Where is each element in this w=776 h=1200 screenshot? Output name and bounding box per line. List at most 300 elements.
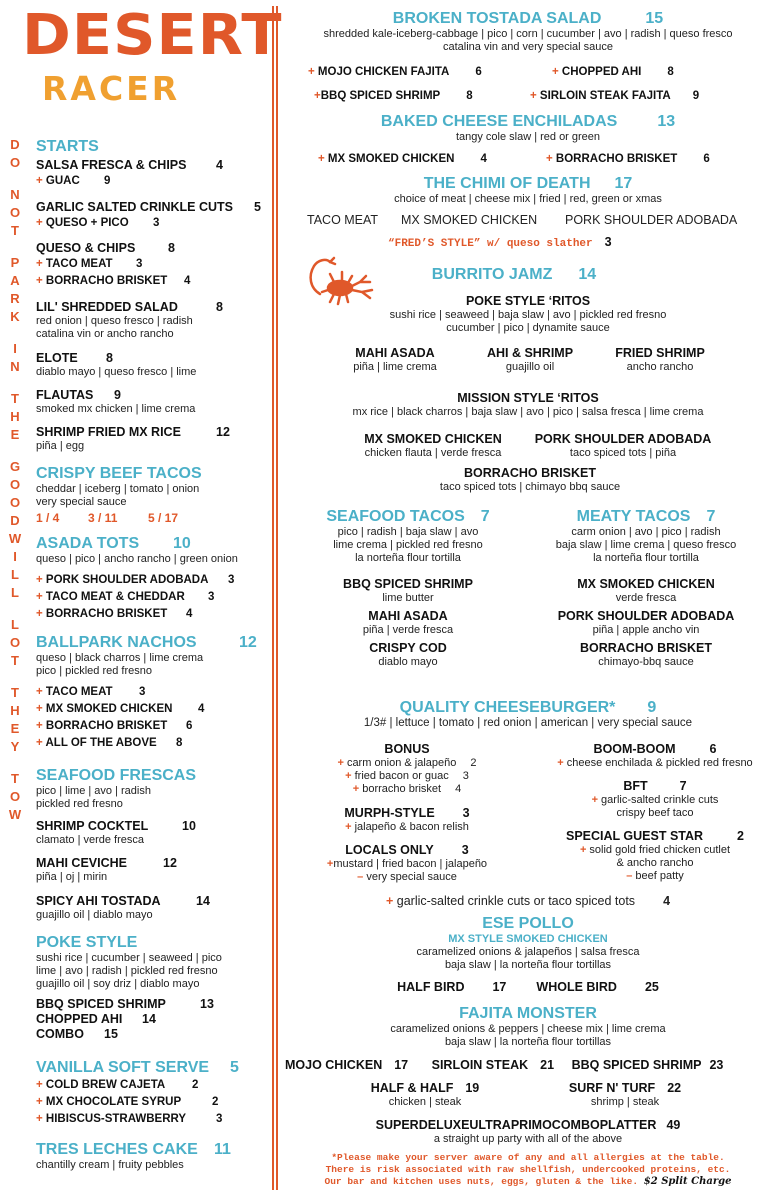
section-title: ESE POLLO — [482, 915, 574, 932]
section-desc: chantilly cream | fruity pebbles — [36, 1159, 184, 1171]
item-salad — [36, 300, 266, 341]
addon-price: 4 — [480, 153, 487, 165]
addon-price: 6 — [475, 66, 482, 78]
section-title: SEAFOOD TACOS — [326, 508, 465, 525]
addon-name: TACO MEAT & CHEDDAR — [45, 591, 185, 603]
item-desc: catalina vin or ancho rancho — [36, 328, 174, 340]
item-price: 12 — [216, 425, 230, 439]
item-name: MAHI ASADA — [368, 609, 448, 623]
item-desc: very special sauce — [366, 871, 457, 883]
section-desc: lime | avo | radish | pickled red fresno — [36, 965, 218, 977]
item-price: 3 — [462, 806, 470, 820]
addon-price: 4 — [184, 275, 191, 287]
section-title: VANILLA SOFT SERVE — [36, 1059, 210, 1076]
item-name: SPICY AHI TOSTADA — [36, 894, 161, 908]
item-name: SPECIAL GUEST STAR — [565, 829, 704, 843]
vertical-letter: L — [11, 585, 19, 600]
section-title: BAKED CHEESE ENCHILADAS — [380, 113, 618, 130]
item-name: BBQ SPICED SHRIMP — [36, 997, 166, 1011]
section-meaty-tacos — [528, 508, 764, 669]
section-fajita-monster — [290, 1005, 766, 1049]
subsection-title: MISSION STYLE ‘RITOS — [457, 391, 599, 405]
item-name: GARLIC SALTED CRINKLE CUTS — [36, 200, 233, 214]
item-price: 15 — [104, 1027, 118, 1041]
addon-name: MOJO CHICKEN FAJITA — [317, 66, 450, 78]
addon-price: 2 — [470, 757, 477, 769]
addon: + CHOPPED AHI 8 — [552, 66, 674, 78]
section-vanilla: VANILLA SOFT SERVE 5 + COLD BREW CAJETA 2 + MX CHOCOLATE SYRUP 2 + HIBISCUS-STRAWBERRY 3 — [36, 1059, 266, 1128]
vertical-letter: E — [10, 427, 20, 442]
vertical-letter: O — [9, 477, 21, 492]
section-seafood-frescas — [36, 767, 266, 811]
section-desc: baja slaw | lime crema | queso fresco — [555, 539, 737, 551]
fajita-item — [340, 1081, 510, 1109]
item-name: LIL' SHREDDED SALAD — [36, 300, 178, 314]
item-desc: taco spiced tots | chimayo bbq sauce — [439, 481, 621, 493]
burrito-item — [528, 432, 718, 460]
item-desc: piña | lime crema — [353, 361, 437, 373]
addon-name: ALL OF THE ABOVE — [45, 737, 157, 749]
addon-name: BORRACHO BRISKET — [45, 275, 168, 287]
subsection-title: POKE STYLE ‘RITOS — [465, 294, 591, 308]
addon-name: BORRACHO BRISKET — [45, 608, 168, 620]
vertical-letter: L — [11, 617, 19, 632]
mission-ritos — [290, 391, 766, 419]
section-desc: queso | black charros | lime crema — [36, 652, 204, 664]
item-name: MAHI CEVICHE — [36, 856, 127, 870]
vertical-letter: G — [9, 459, 21, 474]
burger-side: + garlic-salted crinkle cuts or taco spiced tots 4 — [385, 894, 671, 908]
section-title: MEATY TACOS — [576, 508, 691, 525]
addon-price: 9 — [104, 175, 111, 187]
item-desc: diablo mayo | queso fresco | lime — [36, 366, 197, 378]
section-price: 15 — [645, 10, 664, 27]
item-price: 21 — [540, 1058, 555, 1072]
addon: + MOJO CHICKEN FAJITA 6 — [308, 66, 482, 78]
addon-name: HIBISCUS-STRAWBERRY — [45, 1113, 187, 1125]
item-flautas — [36, 388, 266, 416]
addon-name: fried bacon or guac — [354, 770, 449, 782]
item-price: 25 — [644, 980, 659, 994]
section-tres-leches — [36, 1141, 266, 1172]
section-title: THE CHIMI OF DEATH — [423, 175, 591, 192]
item-desc: garlic-salted crinkle cuts — [601, 794, 719, 806]
vertical-letter: T — [11, 685, 19, 700]
section-desc: carm onion | avo | pico | radish — [571, 526, 721, 538]
addon: + BORRACHO BRISKET 6 — [546, 153, 710, 165]
vertical-letter: P — [10, 255, 20, 270]
item-price: 22 — [667, 1081, 682, 1095]
item-price: 2 — [737, 829, 744, 843]
item-name: ELOTE — [36, 351, 78, 365]
item-price: 17 — [492, 980, 507, 994]
vertical-letter: N — [10, 359, 20, 374]
section-desc: sushi rice | cucumber | seaweed | pico — [36, 952, 222, 964]
addon-name: CHOPPED AHI — [561, 66, 642, 78]
item-desc: beef patty — [635, 870, 684, 882]
item-name: AHI & SHRIMP — [486, 346, 574, 360]
item-desc: chimayo-bbq sauce — [598, 656, 694, 668]
burrito-item — [390, 466, 670, 494]
subsection-desc: mx rice | black charros | baja slaw | avo | pico | salsa fresca | lime crema — [352, 406, 704, 418]
vertical-letter: T — [11, 391, 19, 406]
section-poke-style — [36, 934, 266, 1042]
addon-price: 3 — [139, 686, 146, 698]
vertical-letter: T — [11, 653, 19, 668]
item-desc: lime butter — [382, 592, 434, 604]
item-name: MX SMOKED CHICKEN — [364, 432, 502, 446]
section-chimi — [290, 175, 766, 206]
item-name: SHRIMP FRIED MX RICE — [36, 425, 181, 439]
item-name: QUESO & CHIPS — [36, 241, 136, 255]
section-title: BALLPARK NACHOS — [36, 634, 197, 651]
logo-racer: RACER — [42, 69, 181, 108]
meat-option: TACO MEAT — [307, 213, 379, 227]
section-nachos: BALLPARK NACHOS 12 queso | black charros | lime crema pico | pickled red fresno + TACO MEAT 3 + MX SMOKED CHICKEN 4 + BORRACHO BRISKET 6 + ALL OF THE ABOVE 8 — [36, 634, 266, 752]
addon: + SIRLOIN STEAK FAJITA 9 — [530, 90, 700, 102]
section-burrito — [360, 266, 668, 284]
section-seafood-tacos — [296, 508, 520, 669]
item-desc: taco spiced tots | piña — [569, 447, 677, 459]
vertical-letter: O — [9, 789, 21, 804]
section-desc: cheddar | iceberg | tomato | onion — [36, 483, 200, 495]
vertical-letter: H — [10, 703, 20, 718]
item-desc: piña | apple ancho vin — [592, 624, 700, 636]
addon-name: BORRACHO BRISKET — [45, 720, 168, 732]
item-desc: chicken flauta | verde fresca — [364, 447, 502, 459]
item-ceviche — [36, 856, 266, 884]
addon-price: 6 — [703, 153, 710, 165]
addon-price: 6 — [186, 720, 193, 732]
section-price: 17 — [614, 175, 633, 192]
item-price: 6 — [709, 742, 717, 756]
item-desc: solid gold fried chicken cutlet — [589, 844, 731, 856]
addon-price: 3 — [153, 217, 160, 229]
item-price: 19 — [465, 1081, 480, 1095]
item-price: 8 — [168, 241, 175, 255]
item-garlic: GARLIC SALTED CRINKLE CUTS 5 + QUESO + PICO 3 — [36, 200, 266, 232]
item-price: 8 — [216, 300, 223, 314]
section-subtitle: MX STYLE SMOKED CHICKEN — [448, 933, 608, 945]
item-name: BORRACHO BRISKET — [580, 641, 712, 655]
section-title: BROKEN TOSTADA SALAD — [392, 10, 602, 27]
section-price: 14 — [578, 266, 597, 283]
item-name: PORK SHOULDER ADOBADA — [534, 432, 712, 446]
vertical-letter: I — [13, 341, 17, 356]
meat-option: MX SMOKED CHICKEN — [401, 213, 538, 227]
addon-name: MX SMOKED CHICKEN — [327, 153, 455, 165]
vertical-letter: Y — [10, 739, 20, 754]
note-line: Our bar and kitchen uses nuts, eggs, gluten & the like. — [324, 1176, 639, 1187]
section-desc: caramelized onions & jalapeños | salsa fresca — [416, 946, 640, 958]
fajita-item — [290, 1118, 766, 1146]
section-cheeseburger — [290, 699, 766, 730]
vertical-letter: E — [10, 721, 20, 736]
section-desc: choice of meat | cheese mix | fried | red, green or xmas — [394, 193, 662, 205]
section-price: 11 — [214, 1141, 231, 1158]
item-desc: clamato | verde fresca — [36, 834, 145, 846]
section-enchiladas — [290, 113, 766, 144]
freds-style-label: “FRED’S STYLE” w/ queso slather — [388, 238, 593, 250]
item-name: HALF BIRD — [397, 980, 465, 994]
item-desc: piña | egg — [36, 440, 85, 452]
item-desc: & ancho rancho — [616, 857, 694, 869]
item-name: PORK SHOULDER ADOBADA — [557, 609, 735, 623]
vertical-letter: O — [9, 155, 21, 170]
item-name: SURF N' TURF — [568, 1081, 656, 1095]
addon-price: 2 — [212, 1096, 219, 1108]
item-desc: diablo mayo — [378, 656, 438, 668]
item-price: 14 — [196, 894, 210, 908]
addon-price: 8 — [667, 66, 674, 78]
section-ese-pollo — [290, 915, 766, 995]
section-starts — [36, 138, 266, 156]
vertical-letter: R — [10, 291, 20, 306]
addon-price: 8 — [466, 90, 473, 102]
item-name: BONUS — [384, 742, 430, 756]
section-desc: lime crema | pickled red fresno — [333, 539, 483, 551]
addon-price: 4 — [186, 608, 193, 620]
price-option: 3 / 11 — [88, 511, 118, 525]
section-title: BURRITO JAMZ — [431, 266, 553, 283]
item-name: BFT — [623, 779, 648, 793]
addon: + MX SMOKED CHICKEN 4 — [318, 153, 487, 165]
item-desc: mustard | fried bacon | jalapeño — [333, 858, 488, 870]
vertical-letter: T — [11, 771, 19, 786]
vertical-letter: L — [11, 567, 19, 582]
addon-name: TACO MEAT — [45, 686, 113, 698]
section-price: 5 — [230, 1059, 239, 1076]
section-title: SEAFOOD FRESCAS — [36, 767, 197, 784]
vertical-letter: T — [11, 223, 19, 238]
addon-name: QUESO + PICO — [45, 217, 129, 229]
vertical-letter: W — [8, 531, 22, 546]
section-title: POKE STYLE — [36, 934, 138, 951]
item-ahi-tostada — [36, 894, 266, 922]
item-price: 5 — [254, 200, 261, 214]
item-desc: piña | verde fresca — [362, 624, 454, 636]
vertical-letter: D — [10, 137, 20, 152]
section-desc: baja slaw | la norteña flour tortillas — [444, 1036, 612, 1048]
addon-name: TACO MEAT — [45, 258, 113, 270]
item-name: BBQ SPICED SHRIMP — [343, 577, 473, 591]
item-desc: guajillo oil — [505, 361, 555, 373]
addon-price: 8 — [176, 737, 183, 749]
item-desc: verde fresca — [615, 592, 677, 604]
item-price: 4 — [216, 158, 223, 172]
item-desc: shrimp | steak — [590, 1096, 660, 1108]
section-desc: caramelized onions & peppers | cheese mix | lime crema — [390, 1023, 666, 1035]
burrito-item — [350, 432, 516, 460]
vertical-letter: K — [10, 309, 20, 324]
section-crispy-tacos — [36, 465, 266, 527]
freds-style-price: 3 — [604, 235, 612, 249]
addon-name: COLD BREW CAJETA — [45, 1079, 166, 1091]
addon-name: garlic-salted crinkle cuts or taco spiced tots — [396, 894, 636, 908]
item-name: COMBO — [36, 1027, 84, 1041]
vertical-letter: D — [10, 513, 20, 528]
item-name: SHRIMP COCKTEL — [36, 819, 149, 833]
addon-name: PORK SHOULDER ADOBADA — [45, 574, 209, 586]
subsection-desc: cucumber | pico | dynamite sauce — [446, 322, 610, 334]
column-divider — [272, 6, 278, 1190]
section-desc: pico | lime | avo | radish — [36, 785, 151, 797]
addon-price: 9 — [692, 90, 700, 102]
addon-price: 3 — [208, 591, 215, 603]
section-price: 7 — [480, 508, 490, 525]
item-name: MAHI ASADA — [355, 346, 435, 360]
burrito-item — [465, 346, 595, 374]
addon-price: 3 — [228, 574, 235, 586]
logo-desert: DESERT — [22, 3, 283, 68]
allergy-notes — [290, 1152, 766, 1188]
item-desc: piña | oj | mirin — [36, 871, 108, 883]
section-title: ASADA TOTS — [36, 535, 140, 552]
item-desc: ancho rancho — [626, 361, 694, 373]
item-desc: smoked mx chicken | lime crema — [36, 403, 196, 415]
item-price: 10 — [182, 819, 196, 833]
burger-bonus: BONUS + carm onion & jalapeño 2 + fried bacon or guac 3 + borracho brisket 4 — [300, 742, 514, 796]
note-line: There is risk associated with raw shellfish, undercooked proteins, etc. — [325, 1164, 731, 1175]
addon-name: carm onion & jalapeño — [346, 757, 457, 769]
item-price: 49 — [666, 1118, 681, 1132]
section-desc: 1/3# | lettuce | tomato | red onion | american | very special sauce — [363, 717, 693, 729]
item-desc: a straight up party with all of the above — [433, 1133, 623, 1145]
item-price: 9 — [114, 388, 121, 402]
item-desc: guajillo oil | diablo mayo — [36, 909, 153, 921]
section-desc: pico | radish | baja slaw | avo — [337, 526, 479, 538]
addon-price: 3 — [462, 770, 469, 782]
section-price: 10 — [173, 535, 191, 552]
item-price: 23 — [709, 1058, 724, 1072]
addon-price: 3 — [216, 1113, 223, 1125]
item-name: SALSA FRESCA & CHIPS — [36, 158, 187, 172]
item-rice — [36, 425, 266, 453]
vertical-letter: I — [13, 549, 17, 564]
addon-name: MX SMOKED CHICKEN — [45, 703, 173, 715]
section-title: TRES LECHES CAKE — [36, 1141, 198, 1158]
addon-name: BBQ SPICED SHRIMP — [320, 90, 441, 102]
item-name: WHOLE BIRD — [536, 980, 617, 994]
item-cocktel — [36, 819, 266, 847]
burger-boom: BOOM-BOOM 6 + cheese enchilada & pickled red fresno — [557, 742, 753, 769]
item-price: 12 — [163, 856, 177, 870]
vertical-letter: W — [8, 807, 22, 822]
note-line: *Please make your server aware of any and all allergies at the table. — [331, 1152, 725, 1163]
item-price: 17 — [394, 1058, 409, 1072]
item-price: 8 — [106, 351, 113, 365]
item-desc: cheese enchilada & pickled red fresno — [566, 757, 753, 769]
vertical-letter: N — [10, 187, 20, 202]
item-name: CRISPY COD — [369, 641, 447, 655]
item-name: BORRACHO BRISKET — [464, 466, 596, 480]
burrito-item — [595, 346, 725, 374]
item-name: LOCALS ONLY — [345, 843, 434, 857]
item-name: FLAUTAS — [36, 388, 94, 402]
section-price: 7 — [706, 508, 716, 525]
addon-price: 2 — [192, 1079, 199, 1091]
item-name: MX SMOKED CHICKEN — [577, 577, 715, 591]
section-desc: la norteña flour tortilla — [355, 552, 461, 564]
split-charge: $2 Split Charge — [643, 1176, 732, 1187]
section-desc: very special sauce — [36, 496, 127, 508]
section-title: CRISPY BEEF TACOS — [36, 465, 202, 482]
item-name: MURPH-STYLE — [344, 806, 435, 820]
item-desc: jalapeño & bacon relish — [354, 821, 469, 833]
section-desc: catalina vin and very special sauce — [443, 41, 613, 53]
section-title: FAJITA MONSTER — [459, 1005, 597, 1022]
fajita-item — [540, 1081, 710, 1109]
addon-name: SIRLOIN STEAK FAJITA — [539, 90, 671, 102]
item-price: 3 — [461, 843, 469, 857]
meat-option: PORK SHOULDER ADOBADA — [565, 213, 738, 227]
item-name: FRIED SHRIMP — [615, 346, 705, 360]
section-title: QUALITY CHEESEBURGER* — [399, 699, 616, 716]
vertical-letter: O — [9, 495, 21, 510]
item-desc: chicken | steak — [388, 1096, 462, 1108]
vertical-slogan — [8, 136, 22, 824]
section-price: 9 — [647, 699, 657, 716]
addon-price: 4 — [663, 894, 671, 908]
addon-name: BORRACHO BRISKET — [555, 153, 678, 165]
section-desc: pico | pickled red fresno — [36, 665, 152, 677]
item-elote — [36, 351, 266, 379]
subsection-desc: sushi rice | seaweed | baja slaw | avo | pickled red fresno — [389, 309, 667, 321]
item-desc: crispy beef taco — [616, 807, 694, 819]
item-name: MOJO CHICKEN — [285, 1058, 383, 1072]
vertical-letter: H — [10, 409, 20, 424]
item-desc: red onion | queso fresco | radish — [36, 315, 193, 327]
section-desc: tangy cole slaw | red or green — [455, 131, 601, 143]
item-name: BBQ SPICED SHRIMP — [571, 1058, 702, 1072]
section-desc: guajillo oil | soy driz | diablo mayo — [36, 978, 200, 990]
addon-name: borracho brisket — [362, 783, 442, 795]
fajita-row — [285, 1058, 723, 1073]
burger-sgs: SPECIAL GUEST STAR 2 + solid gold fried chicken cutlet & ancho rancho – beef patty — [540, 829, 770, 883]
section-desc: shredded kale-iceberg-cabbage | pico | corn | cucumber | avo | radish | queso fresco — [323, 28, 733, 40]
section-asada-tots: ASADA TOTS 10 queso | pico | ancho rancho | green onion + PORK SHOULDER ADOBADA 3 + TACO MEAT & CHEDDAR 3 + BORRACHO BRISKET 4 — [36, 535, 266, 623]
item-price: 7 — [679, 779, 687, 793]
poke-ritos — [290, 294, 766, 335]
burger-bft: BFT 7 + garlic-salted crinkle cuts crispy beef taco — [540, 779, 770, 820]
item-name: SIRLOIN STEAK — [431, 1058, 529, 1072]
item-name: CHOPPED AHI — [36, 1012, 123, 1026]
item-name: HALF & HALF — [370, 1081, 454, 1095]
vertical-letter: O — [9, 205, 21, 220]
addon-price: 4 — [198, 703, 205, 715]
addon-name: GUAC — [45, 175, 80, 187]
addon-price: 4 — [455, 783, 462, 795]
addon-name: MX CHOCOLATE SYRUP — [45, 1096, 182, 1108]
burger-murph: MURPH-STYLE 3 + jalapeño & bacon relish — [344, 806, 470, 833]
item-name: SUPERDELUXEULTRAPRIMOCOMBOPLATTER — [375, 1118, 657, 1132]
section-desc: pickled red fresno — [36, 798, 123, 810]
item-price: 14 — [142, 1012, 156, 1026]
burrito-item — [330, 346, 460, 374]
price-option: 1 / 4 — [36, 511, 60, 525]
item-price: 13 — [200, 997, 214, 1011]
addon: +BBQ SPICED SHRIMP 8 — [314, 90, 473, 102]
burger-locals: LOCALS ONLY 3 +mustard | fried bacon | jalapeño – very special sauce — [326, 843, 488, 883]
section-price: 12 — [239, 634, 257, 651]
vertical-letter: O — [9, 635, 21, 650]
addon-price: 3 — [136, 258, 143, 270]
item-queso: QUESO & CHIPS 8 + TACO MEAT 3 + BORRACHO BRISKET 4 — [36, 241, 266, 290]
item-name: BOOM-BOOM — [593, 742, 676, 756]
price-option: 5 / 17 — [148, 511, 179, 525]
freds-style — [388, 233, 612, 251]
section-desc: queso | pico | ancho rancho | green onion — [36, 553, 238, 565]
